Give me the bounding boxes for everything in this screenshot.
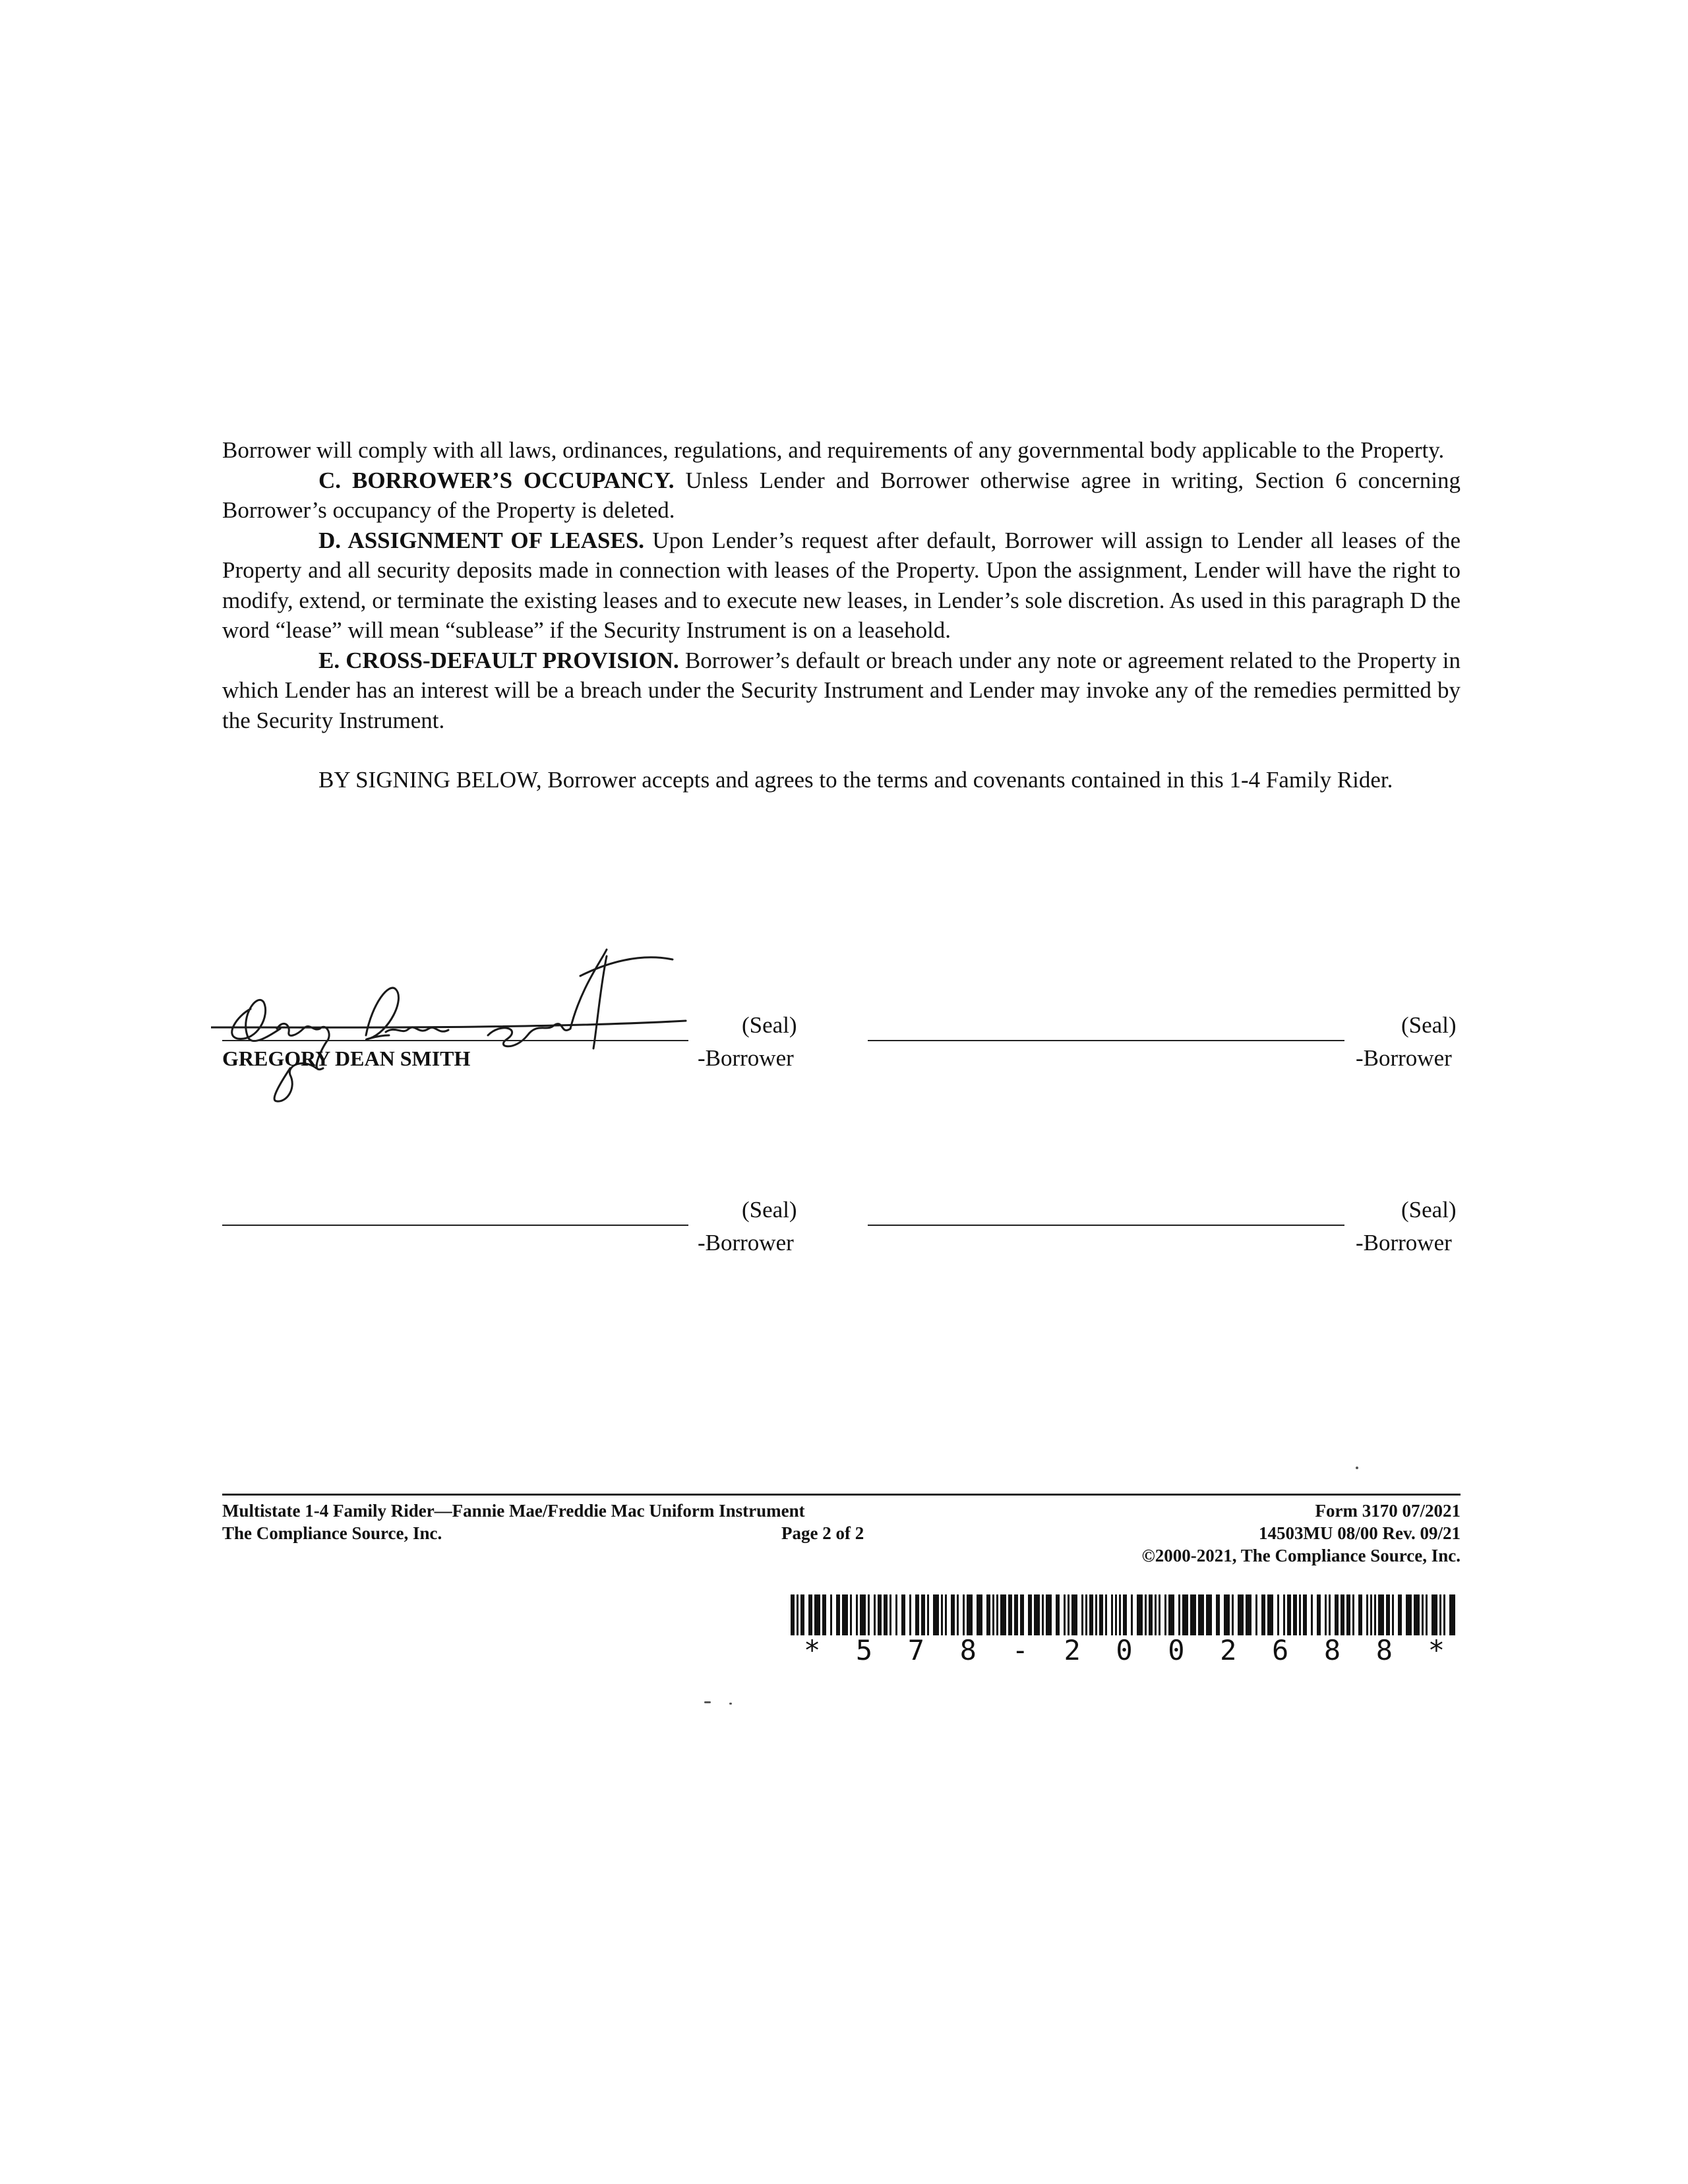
heading-e: E. CROSS-DEFAULT PROVISION. xyxy=(318,647,679,673)
barcode-bar xyxy=(842,1594,848,1635)
barcode-bar xyxy=(927,1594,929,1635)
barcode-bar xyxy=(1398,1594,1402,1635)
barcode-bar xyxy=(1149,1594,1153,1635)
barcode-bar xyxy=(1216,1594,1220,1635)
seal-label-4: (Seal) xyxy=(1401,1197,1457,1223)
barcode-bar xyxy=(915,1594,919,1635)
barcode-bar xyxy=(808,1594,812,1635)
barcode-bar xyxy=(1392,1594,1394,1635)
barcode-bar xyxy=(1085,1594,1087,1635)
barcode-bar xyxy=(951,1594,955,1635)
barcode-bar xyxy=(860,1594,866,1635)
barcode-bar xyxy=(1206,1594,1212,1635)
barcode-char: 8 xyxy=(959,1634,977,1666)
barcode-bar xyxy=(1303,1594,1307,1635)
barcode-bar xyxy=(1238,1594,1244,1635)
footer-revision: 14503MU 08/00 Rev. 09/21 xyxy=(1259,1523,1461,1543)
barcode-char: 0 xyxy=(1116,1634,1133,1666)
barcode-bar xyxy=(1168,1594,1174,1635)
barcode-bar xyxy=(986,1594,990,1635)
seal-label-3: (Seal) xyxy=(742,1197,797,1223)
borrower-role-2: -Borrower xyxy=(1356,1045,1452,1071)
barcode-bar xyxy=(1299,1594,1301,1635)
barcode-bar xyxy=(1190,1594,1196,1635)
barcode-bar xyxy=(1111,1594,1113,1635)
barcode-bar xyxy=(1246,1594,1251,1635)
borrower-name-1: GREGORY DEAN SMITH xyxy=(222,1046,471,1070)
text-c: Unless Lender and Borrower otherwise agree in writing, Section 6 concerning Borrower’s occupancy of the Property is deleted. xyxy=(222,467,1461,523)
barcode-bar xyxy=(1198,1594,1204,1635)
barcode-bar xyxy=(1000,1594,1006,1635)
barcode-bar xyxy=(1081,1594,1083,1635)
barcode-bar xyxy=(868,1594,870,1635)
signature-line-4 xyxy=(868,1225,1344,1226)
barcode-bar xyxy=(800,1594,804,1635)
barcode-bar xyxy=(1325,1594,1327,1635)
barcode-bar xyxy=(921,1594,925,1635)
barcode-bar xyxy=(856,1594,858,1635)
barcode-bar xyxy=(1287,1594,1291,1635)
footer-rule xyxy=(222,1494,1461,1496)
barcode-bar xyxy=(814,1594,820,1635)
barcode-bar xyxy=(957,1594,959,1635)
barcode-bar xyxy=(1432,1594,1437,1635)
barcode-bar xyxy=(1335,1594,1339,1635)
barcode-bar xyxy=(822,1594,826,1635)
paragraph-e-cross-default xyxy=(222,646,1461,736)
barcode-char: 0 xyxy=(1168,1634,1185,1666)
barcode-bar xyxy=(1414,1594,1420,1635)
barcode-bar xyxy=(1406,1594,1412,1635)
barcode-char: 8 xyxy=(1323,1634,1341,1666)
barcode-char: 2 xyxy=(1220,1634,1237,1666)
barcode-bar xyxy=(1155,1594,1157,1635)
barcode-bar xyxy=(1145,1594,1147,1635)
barcode-text xyxy=(791,1634,1458,1667)
barcode-bar xyxy=(1366,1594,1368,1635)
scan-speck xyxy=(704,1701,711,1703)
scan-speck xyxy=(729,1703,732,1705)
barcode-bar xyxy=(1014,1594,1018,1635)
heading-d: D. ASSIGNMENT OF LEASES. xyxy=(318,527,645,553)
barcode-bar xyxy=(1123,1594,1127,1635)
barcode-bar xyxy=(1341,1594,1344,1635)
barcode-bar xyxy=(895,1594,897,1635)
barcode-bar xyxy=(1020,1594,1024,1635)
barcode-bar xyxy=(1089,1594,1093,1635)
barcode-bar xyxy=(1358,1594,1362,1635)
barcode-bar xyxy=(933,1594,939,1635)
barcode-bar xyxy=(1071,1594,1077,1635)
barcode-bar xyxy=(1370,1594,1372,1635)
barcode-bar xyxy=(1449,1594,1455,1635)
barcode-bar xyxy=(1137,1594,1143,1635)
barcode-bar xyxy=(996,1594,998,1635)
paragraph-compliance: Borrower will comply with all laws, ordinances, regulations, and requirements of any governmental body applicable to the Property. xyxy=(222,437,1445,463)
signature-line-3 xyxy=(222,1225,688,1226)
barcode-char: - xyxy=(1011,1634,1029,1666)
footer-form-number: Form 3170 07/2021 xyxy=(1315,1501,1461,1521)
barcode-bar xyxy=(1283,1594,1285,1635)
barcode-char: 2 xyxy=(1064,1634,1081,1666)
heading-c: C. BORROWER’S OCCUPANCY. xyxy=(318,467,675,493)
barcode-bar xyxy=(1008,1594,1012,1635)
barcode-bar xyxy=(1443,1594,1445,1635)
barcode-bar xyxy=(1056,1594,1060,1635)
paragraph-c-occupancy xyxy=(222,466,1461,526)
barcode-bar xyxy=(889,1594,891,1635)
barcode-bar xyxy=(977,1594,982,1635)
borrower-role-3: -Borrower xyxy=(698,1230,794,1256)
barcode-bar xyxy=(1164,1594,1166,1635)
borrower-role-1: -Borrower xyxy=(698,1045,794,1071)
barcode-bar xyxy=(941,1594,943,1635)
barcode-bar xyxy=(1386,1594,1390,1635)
text-d: Upon Lender’s request after default, Borrower will assign to Lender all leases of the Property and all security deposits made in connection with leases of the Property. Upon the assignment, Lender will have the right to modify, extend, or terminate the existing leases and to execute new leases, in Lender’s sole discretion. As used in this paragraph D the word “lease” will mean “sublease” if the Security Instrument is on a leasehold. xyxy=(222,527,1461,643)
barcode-bar xyxy=(1064,1594,1066,1635)
barcode-bar xyxy=(1105,1594,1107,1635)
seal-label-1: (Seal) xyxy=(742,1012,797,1038)
barcode-bar xyxy=(992,1594,994,1635)
barcode-char: 8 xyxy=(1375,1634,1393,1666)
paragraph-signing-statement: BY SIGNING BELOW, Borrower accepts and agrees to the terms and covenants contained in this 1-4 Family Rider. xyxy=(318,767,1393,793)
barcode-bar xyxy=(1329,1594,1331,1635)
barcode-bar xyxy=(1378,1594,1384,1635)
barcode-char: 7 xyxy=(907,1634,925,1666)
paragraph-d-leases xyxy=(222,526,1461,646)
barcode-bar xyxy=(1293,1594,1297,1635)
barcode-bar xyxy=(1159,1594,1160,1635)
barcode-bar xyxy=(836,1594,840,1635)
rider-body xyxy=(222,435,1461,795)
barcode-bar xyxy=(1068,1594,1070,1635)
barcode-bar xyxy=(1046,1594,1052,1635)
barcode-bar xyxy=(1317,1594,1321,1635)
signature-line-1 xyxy=(222,1040,688,1041)
barcode-bar xyxy=(884,1594,888,1635)
barcode-bar xyxy=(1426,1594,1428,1635)
barcode-bar xyxy=(830,1594,832,1635)
barcode xyxy=(791,1594,1458,1635)
barcode-bar xyxy=(1374,1594,1376,1635)
barcode-bar xyxy=(909,1594,911,1635)
barcode-bar xyxy=(901,1594,905,1635)
barcode-bar xyxy=(1042,1594,1044,1635)
barcode-bar xyxy=(1255,1594,1257,1635)
barcode-bar xyxy=(1267,1594,1273,1635)
barcode-char: 6 xyxy=(1272,1634,1289,1666)
signature-line-2 xyxy=(868,1040,1344,1041)
barcode-bar xyxy=(1115,1594,1117,1635)
barcode-char: * xyxy=(804,1634,821,1666)
barcode-bar xyxy=(1422,1594,1424,1635)
scan-speck xyxy=(1356,1467,1358,1469)
barcode-bar xyxy=(1095,1594,1097,1635)
barcode-bar xyxy=(1277,1594,1279,1635)
barcode-bar xyxy=(945,1594,947,1635)
borrower-role-4: -Borrower xyxy=(1356,1230,1452,1256)
seal-label-2: (Seal) xyxy=(1401,1012,1457,1038)
barcode-bar xyxy=(1352,1594,1354,1635)
handwritten-signature xyxy=(211,936,712,1108)
barcode-bar xyxy=(850,1594,852,1635)
barcode-bar xyxy=(1028,1594,1032,1635)
barcode-bar xyxy=(1439,1594,1441,1635)
barcode-bar xyxy=(963,1594,965,1635)
footer-page-number: Page 2 of 2 xyxy=(781,1523,864,1543)
barcode-bar xyxy=(878,1594,882,1635)
text-e: Borrower’s default or breach under any note or agreement related to the Property in which Lender has an interest will be a breach under the Security Instrument and Lender may invoke any of the remedies permitted by the Security Instrument. xyxy=(222,647,1461,733)
barcode-bar xyxy=(1346,1594,1350,1635)
barcode-bar xyxy=(1232,1594,1234,1635)
barcode-bar xyxy=(791,1594,795,1635)
footer-copyright: ©2000-2021, The Compliance Source, Inc. xyxy=(1141,1546,1461,1565)
footer-company: The Compliance Source, Inc. xyxy=(222,1523,442,1543)
barcode-bar xyxy=(874,1594,876,1635)
barcode-bar xyxy=(1131,1594,1133,1635)
barcode-bar xyxy=(1311,1594,1313,1635)
barcode-char: * xyxy=(1428,1634,1445,1666)
barcode-bar xyxy=(1224,1594,1230,1635)
barcode-bar xyxy=(1119,1594,1121,1635)
barcode-bar xyxy=(1034,1594,1040,1635)
barcode-bar xyxy=(797,1594,799,1635)
footer-form-title: Multistate 1-4 Family Rider—Fannie Mae/Freddie Mac Uniform Instrument xyxy=(222,1501,805,1521)
barcode-bar xyxy=(1182,1594,1188,1635)
barcode-bar xyxy=(1261,1594,1265,1635)
barcode-bar xyxy=(1178,1594,1180,1635)
barcode-char: 5 xyxy=(855,1634,873,1666)
barcode-bar xyxy=(967,1594,973,1635)
barcode-bar xyxy=(1099,1594,1103,1635)
